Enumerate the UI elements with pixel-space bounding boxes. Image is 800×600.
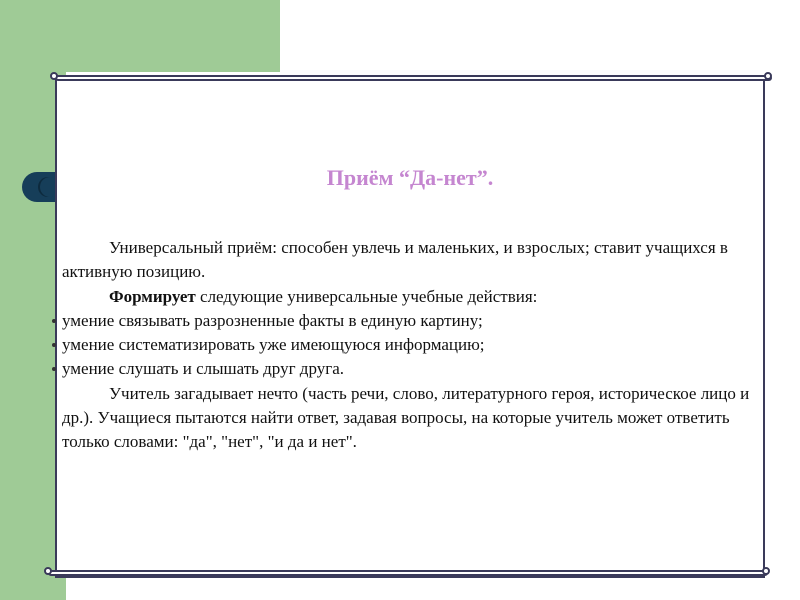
scroll-bottom-rod xyxy=(48,570,768,576)
scroll-top-rod xyxy=(55,75,772,81)
paragraph-teacher: Учитель загадывает нечто (часть речи, слово, литературного героя, историческое лицо и др.). Учащиеся пытаются найти ответ, задавая вопросы, на которые учитель может ответить только словами: "да", "нет", "и да и нет". xyxy=(62,383,750,452)
list-item: умение слушать и слышать друг друга. xyxy=(52,357,752,381)
paragraph-forms xyxy=(52,285,752,309)
list-item: умение связывать разрозненные факты в единую картину; xyxy=(52,309,752,333)
forms-rest: следующие универсальные учебные действия: xyxy=(195,286,538,306)
forms-bold: Формирует xyxy=(109,286,196,306)
scroll-curl-bottom-right xyxy=(762,567,770,575)
scroll-curl-top-left xyxy=(50,72,58,80)
list-item: умение систематизировать уже имеющуюся информацию; xyxy=(52,333,752,357)
slide-title: Приём “Да-нет”. xyxy=(326,165,494,190)
paragraph-intro: Универсальный приём: способен увлечь и маленьких, и взрослых; ставит учащихся в активную позицию. xyxy=(62,238,728,282)
skills-list xyxy=(52,309,752,382)
slide-content xyxy=(52,236,752,455)
scroll-curl-bottom-left xyxy=(44,567,52,575)
scroll-curl-top-right xyxy=(764,72,772,80)
